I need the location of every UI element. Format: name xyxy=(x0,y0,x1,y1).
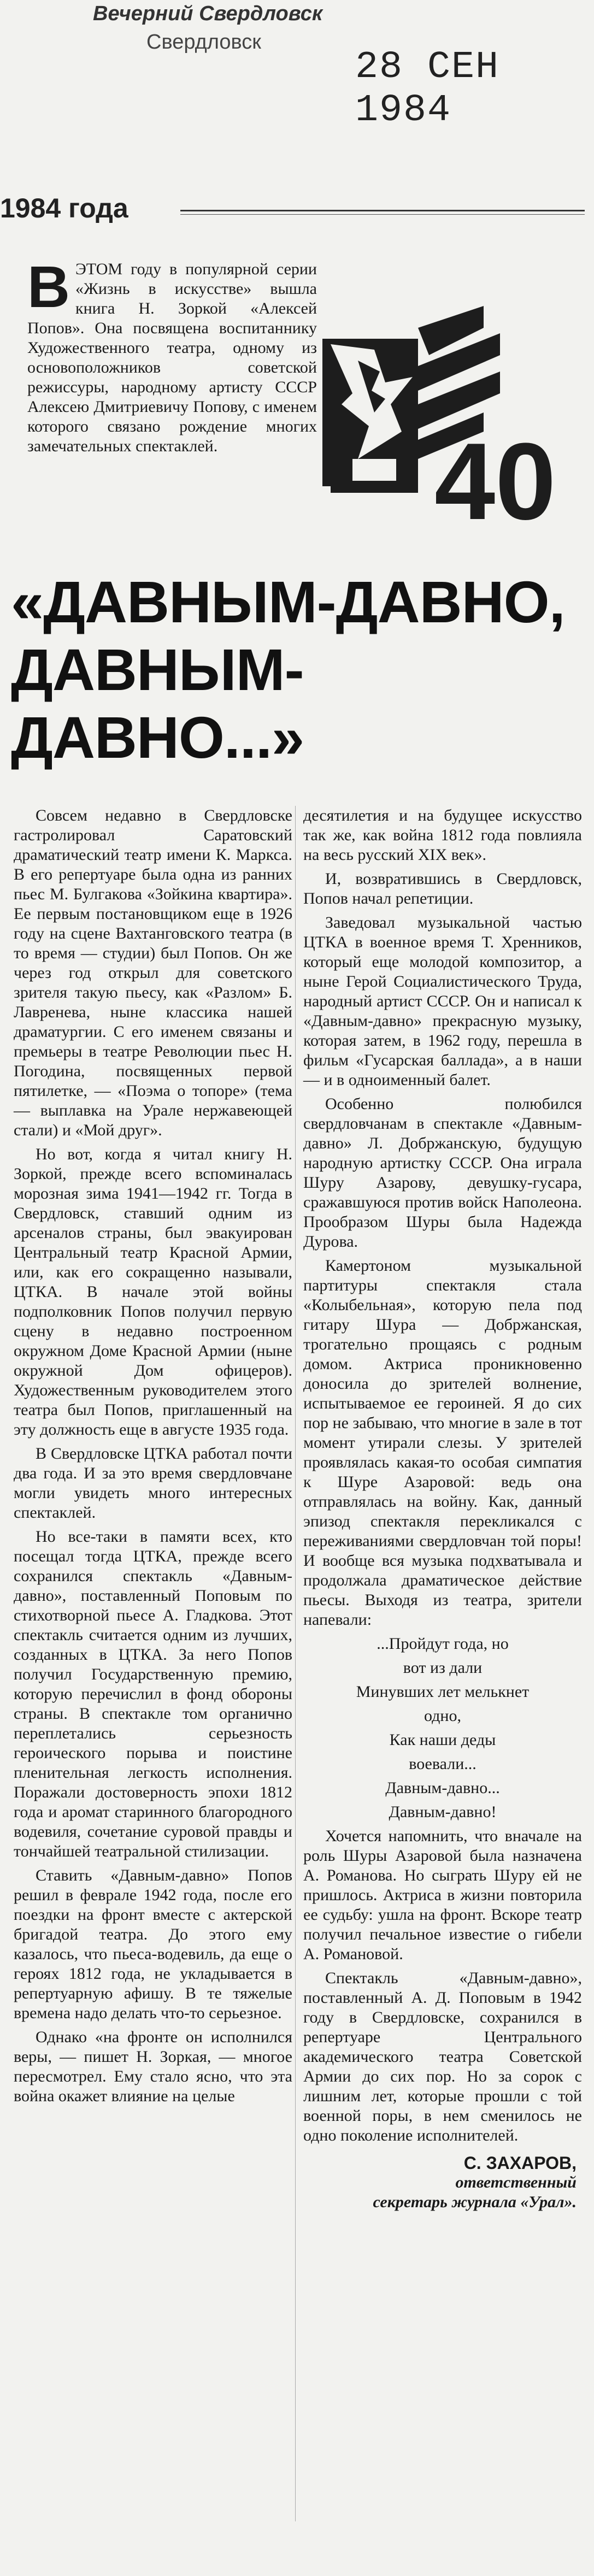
paragraph: десятилетия и на будущее искусство так же, как война 1812 года повлияла на весь русский XIX век». xyxy=(303,806,582,864)
paragraph: Заведовал музыкальной частью ЦТКА в военное время Т. Хренников, который еще молодой композитор, а ныне Герой Социалистического Труда, народный артист СССР. Он и написал к «Давным-давно» прекрасную музыку, которая затем, в 1962 году, перешла в фильм «Гусарская баллада», а в наши — и в одноименный балет. xyxy=(303,913,582,1089)
paragraph: Ставить «Давным-давно» Попов решил в феврале 1942 года, после его поездки на фронт вместе с актерской бригадой театра. До этого ему казалось, что пьеса-водевиль, да еще о героях 1812 года, не укладывается в репертуарную афишу. В те тяжелые времена надо делать что-то серьезное. xyxy=(14,1866,292,2022)
anniversary-number: 40 xyxy=(434,421,556,530)
paragraph: Совсем недавно в Свердловске гастролировал Саратовский драматический театр имени К. Маркса. В его репертуаре была одна из ранних пьес М. Булгакова «Зойкина квартира». Ее первым постановщиком еще в 1926 году на сцене Вахтанговского театра (в то время — студии) был Попов. Он же через год открыл для советского зрителя такую пьесу, как «Разлом» Б. Лавренева, ныне классика нашей драматургии. С его именем связаны и премьеры в театре Революции пьес Н. Погодина, посвященных первой пятилетке, — «Поэма о топоре» (тема — выплавка на Урале нержавеющей стали) и «Мой друг». xyxy=(14,806,292,1139)
victory-monument-icon xyxy=(320,295,577,530)
verse-line: одно, xyxy=(424,1707,461,1725)
paragraph: И, возвратившись в Свердловск, Попов начал репетиции. xyxy=(303,870,582,907)
article-column-right xyxy=(303,806,582,2212)
article-headline: «ДАВНЫМ-ДАВНО, ДАВНЫМ-ДАВНО...» xyxy=(11,569,565,771)
intro-paragraph xyxy=(27,254,317,456)
verse-line: Как наши деды xyxy=(389,1731,496,1749)
author-role: ответственный xyxy=(455,2173,577,2191)
rubric-label: 1984 года xyxy=(0,193,128,223)
verse-line: воевали... xyxy=(409,1755,477,1773)
newspaper-name: Вечерний Свердловск xyxy=(93,2,323,25)
article-column-left xyxy=(14,806,292,2111)
rubric-rule xyxy=(180,210,585,211)
paragraph: Но вот, когда я читал книгу Н. Зоркой, прежде всего вспоминалась морозная зима 1941—1942 гг. Тогда в Свердловск, ставший одним из арсеналов страны, был эвакуирован Центральный театр Красной Армии, или, как его сокращенно называли, ЦТКА. В начале этой войны подполковник Попов получил первую сцену в недавно построенном окружном Доме Красной Армии (ныне окружной Дом офицеров). Художественным руководителем этого театра был Попов, приглашенный на эту должность еще в августе 1935 года. xyxy=(14,1145,292,1439)
paragraph: Особенно полюбился свердловчанам в спектакле «Давным-давно» Л. Добржанскую, будущую народную артистку СССР. Она играла Шуру Азарову, девушку-гусара, сражавшуюся против войск Наполеона. Прообразом Шуры была Надежда Дурова. xyxy=(303,1095,582,1251)
paragraph: Однако «на фронте он исполнился веры, — пишет Н. Зоркая, — многое пересмотрел. Ему стало ясно, что эта война окажет влияние на целые xyxy=(14,2028,292,2105)
newspaper-city: Свердловск xyxy=(146,31,261,54)
paragraph: Спектакль «Давным-давно», поставленный А. Д. Поповым в 1942 году в Свердловске, сохранился в репертуаре Центрального академического театра Советской Армии до сих пор. Но за сорок с лишним лет, которые прошли с той военной поры, в нем сменилось не одно поколение исполнителей. xyxy=(303,1969,582,2144)
paragraph: Но все-таки в памяти всех, кто посещал тогда ЦТКА, прежде всего сохранился спектакль «Давным-давно», поставленный Поповым по стихотворной пьесе А. Гладкова. Этот спектакль считается одним из лучших, созданных в ЦТКА. За него Попов получил Государственную премию, которую перечислил в фонд обороны страны. В спектакле том органично переплетались серьезность героического порыва и поистине пленительная легкость исполнения. Поражали достоверность эпохи 1812 года и аромат старинного благородного водевиля, сочетание суровой правды и тончайшей театральной стилизации. xyxy=(14,1528,292,1860)
song-verse xyxy=(303,1634,582,1822)
paragraph: Хочется напомнить, что вначале на роль Шуры Азаровой была назначена А. Романова. Но сыграть Шуру ей не пришлось. Актриса в жизни повторила ее судьбу: ушла на фронт. Вскоре театр получил печальное известие о гибели А. Романовой. xyxy=(303,1827,582,1963)
rubric-rule-thin xyxy=(180,214,585,215)
verse-line: вот из дали xyxy=(403,1659,483,1677)
paragraph: В Свердловске ЦТКА работал почти два года. И за это время свердловчане могли увидеть много интересных спектаклей. xyxy=(14,1445,292,1522)
verse-line: Давным-давно! xyxy=(389,1803,497,1821)
verse-line: ...Пройдут года, но xyxy=(377,1635,509,1653)
paragraph: Камертоном музыкальной партитуры спектакля стала «Колыбельная», которую пела под гитару Шура — Добржанская, трогательно прощаясь с родным домом. Актриса проникновенно доносила до зрителей волнение, испытываемое ее героиней. Я до сих пор не забываю, что многие в зале в тот момент утирали слезы. У зрителей проявлялась какая-то особая симпатия к Шуре Азаровой: ведь она отправлялась на войну. Как, данный эпизод спектакля перекликался с переживаниями свердловчан той поры! И вообще вся музыка подхватывала и продолжала драматическое действие пьесы. Выходя из театра, зрители напевали: xyxy=(303,1257,582,1629)
verse-line: Минувших лет мелькнет xyxy=(356,1683,530,1701)
victory-40-emblem xyxy=(320,295,577,530)
author-role: секретарь журнала «Урал». xyxy=(373,2193,577,2211)
drop-cap: В xyxy=(27,254,70,320)
author-signature: С. ЗАХАРОВ, xyxy=(463,2153,577,2173)
intro-text: ЭТОМ году в популярной серии «Жизнь в искусстве» вышла книга Н. Зоркой «Алексей Попов». Она посвящена воспитаннику Художественного театра, одному из основоположников советской режиссуры, народному артисту СССР Алексею Дмитриевичу Попову, с именем которого связано рождение многих замечательных спектаклей. xyxy=(27,260,317,455)
column-divider xyxy=(295,806,296,2521)
date-stamp: 28 СЕН 1984 xyxy=(355,46,500,132)
verse-line: Давным-давно... xyxy=(385,1779,500,1797)
